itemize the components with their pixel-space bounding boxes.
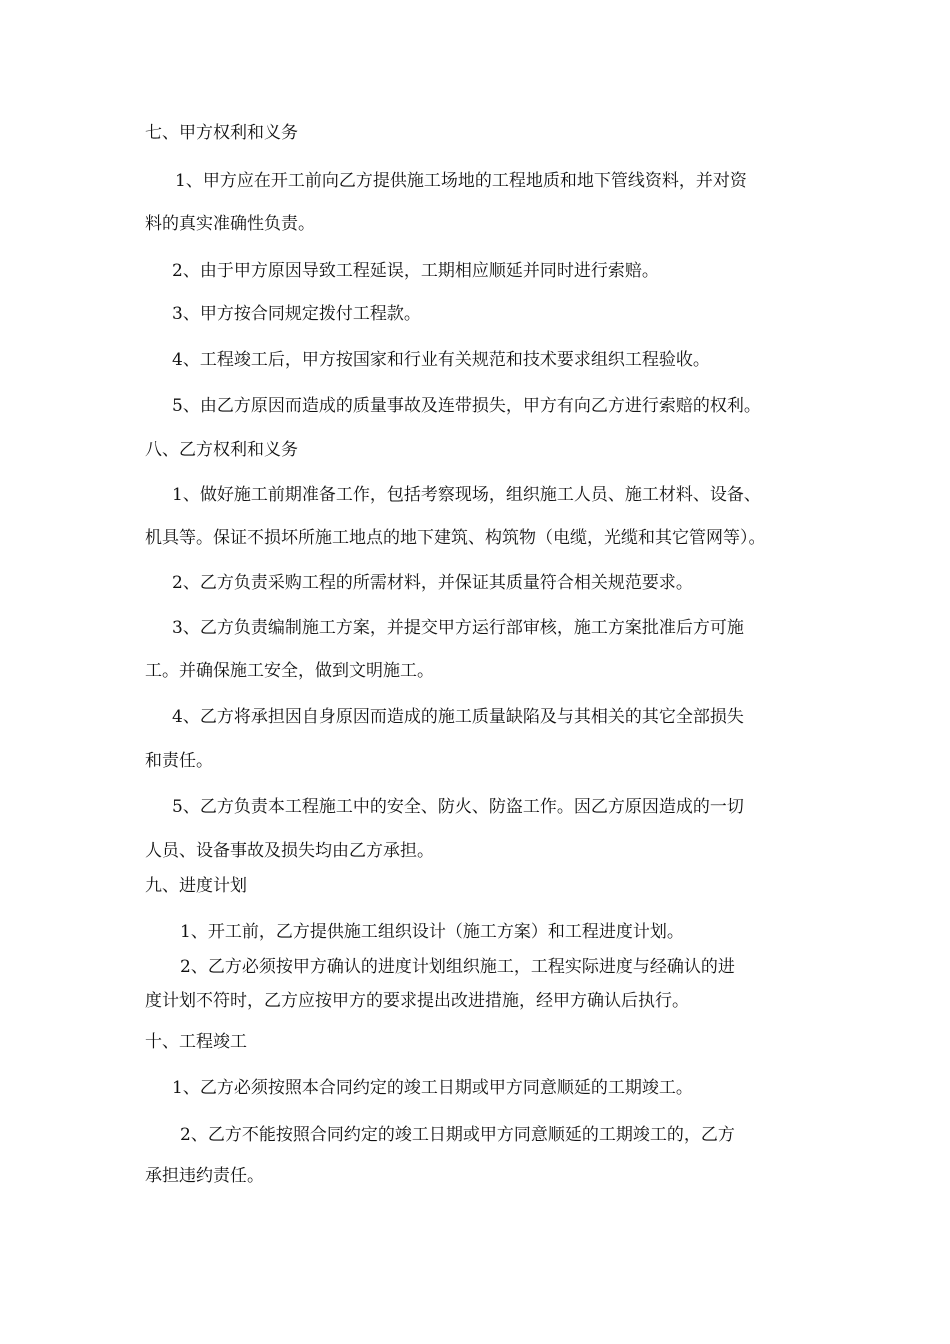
clause-line: 人员、设备事故及损失均由乙方承担。 (145, 841, 434, 861)
clause-line: 工。并确保施工安全，做到文明施工。 (145, 661, 434, 681)
clause-line: 2、乙方负责采购工程的所需材料，并保证其质量符合相关规范要求。 (172, 573, 693, 593)
clause-line: 机具等。保证不损坏所施工地点的地下建筑、构筑物（电缆，光缆和其它管网等）。 (145, 528, 766, 548)
section-heading: 十、工程竣工 (145, 1032, 247, 1052)
clause-line: 2、由于甲方原因导致工程延误，工期相应顺延并同时进行索赔。 (172, 261, 659, 281)
clause-line: 承担违约责任。 (145, 1166, 264, 1186)
clause-line: 料的真实准确性负责。 (145, 214, 315, 234)
clause-line: 1、甲方应在开工前向乙方提供施工场地的工程地质和地下管线资料，并对资 (175, 171, 747, 191)
clause-line: 3、乙方负责编制施工方案，并提交甲方运行部审核，施工方案批准后方可施 (172, 618, 744, 638)
clause-line: 2、乙方必须按甲方确认的进度计划组织施工，工程实际进度与经确认的进 (180, 957, 735, 977)
clause-line: 1、开工前，乙方提供施工组织设计（施工方案）和工程进度计划。 (180, 922, 684, 942)
clause-line: 2、乙方不能按照合同约定的竣工日期或甲方同意顺延的工期竣工的，乙方 (180, 1125, 735, 1145)
clause-line: 1、做好施工前期准备工作，包括考察现场，组织施工人员、施工材料、设备、 (172, 485, 761, 505)
clause-line: 5、由乙方原因而造成的质量事故及连带损失，甲方有向乙方进行索赔的权利。 (172, 396, 761, 416)
section-heading: 七、甲方权利和义务 (145, 123, 298, 143)
section-heading: 八、乙方权利和义务 (145, 440, 298, 460)
clause-line: 1、乙方必须按照本合同约定的竣工日期或甲方同意顺延的工期竣工。 (172, 1078, 693, 1098)
section-heading: 九、进度计划 (145, 876, 247, 896)
clause-line: 和责任。 (145, 751, 213, 771)
clause-line: 3、甲方按合同规定拨付工程款。 (172, 304, 421, 324)
clause-line: 度计划不符时，乙方应按甲方的要求提出改进措施，经甲方确认后执行。 (145, 991, 689, 1011)
clause-line: 4、工程竣工后，甲方按国家和行业有关规范和技术要求组织工程验收。 (172, 350, 710, 370)
clause-line: 4、乙方将承担因自身原因而造成的施工质量缺陷及与其相关的其它全部损失 (172, 707, 744, 727)
clause-line: 5、乙方负责本工程施工中的安全、防火、防盗工作。因乙方原因造成的一切 (172, 797, 744, 817)
